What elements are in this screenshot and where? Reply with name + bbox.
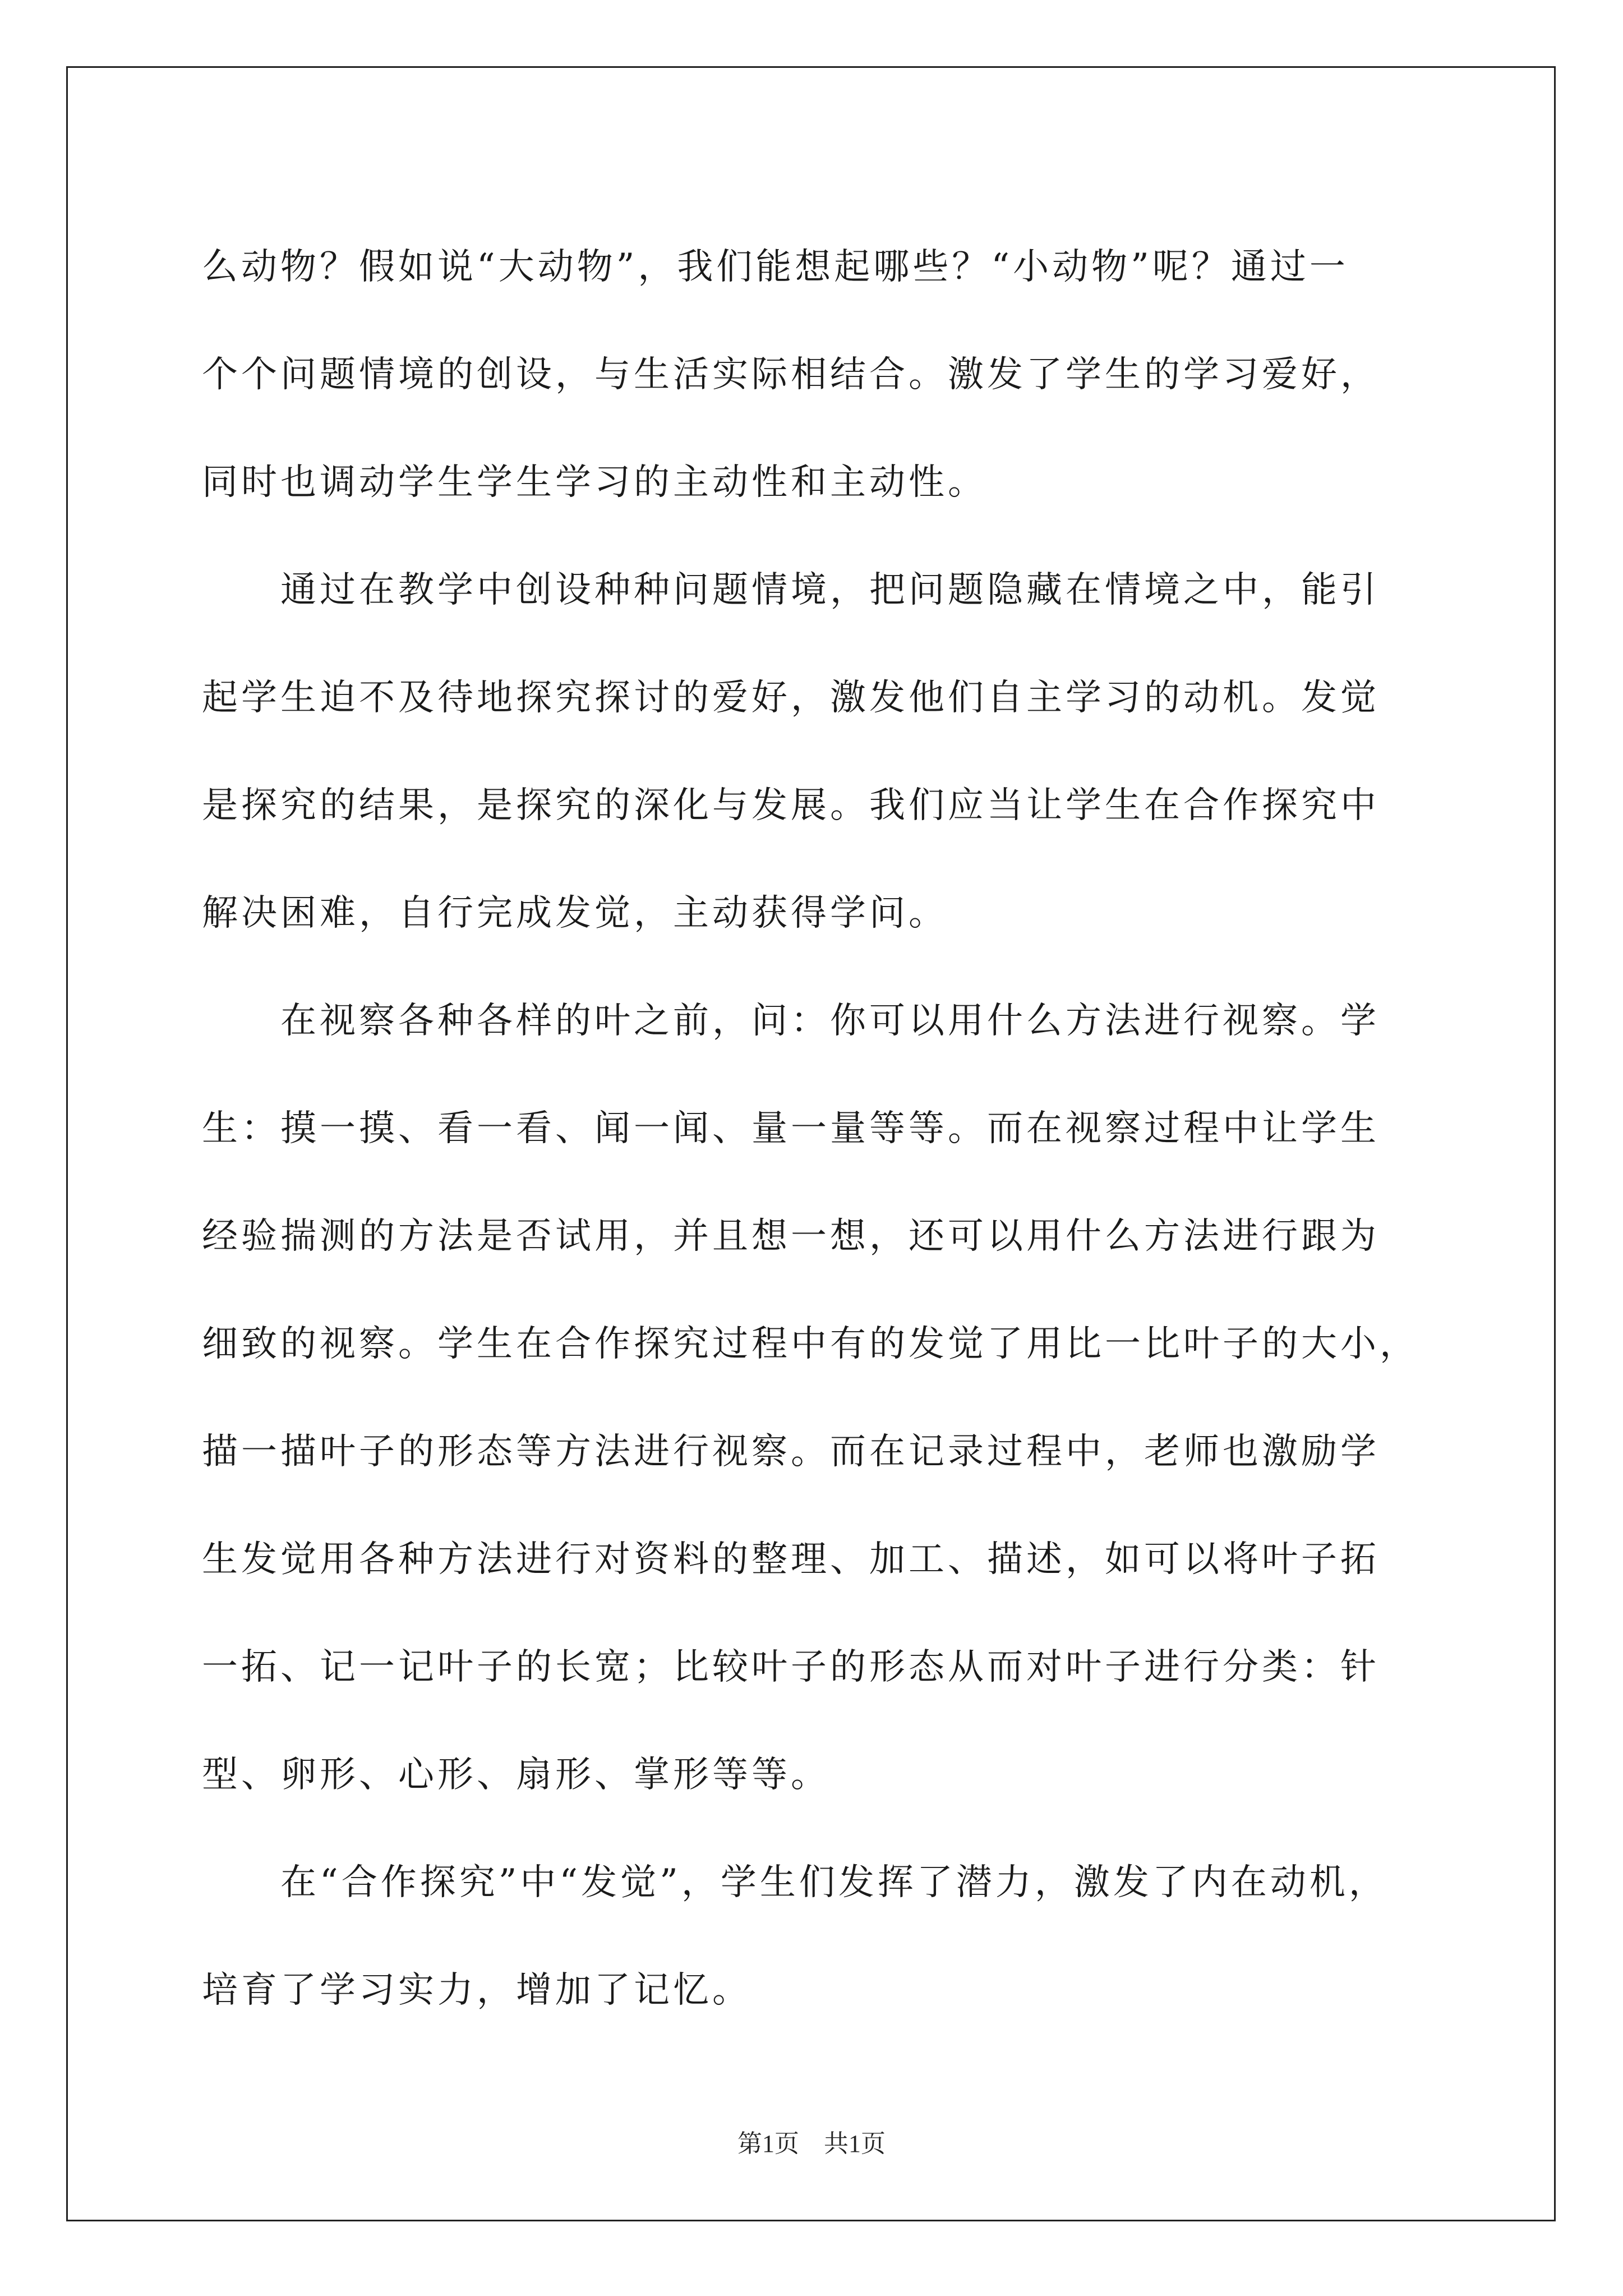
text-line: 么动物？假如说“大动物”，我们能想起哪些？“小动物”呢？通过一 [202,246,1349,288]
document-body [202,213,1424,2044]
text-line: 型、卵形、心形、扇形、掌形等等。 [202,1754,830,1796]
text-line: 同时也调动学生学生学习的主动性和主动性。 [202,462,987,503]
text-line: 通过在教学中创设种种问题情境，把问题隐藏在情境之中，能引 [280,569,1380,611]
text-line: 经验揣测的方法是否试用，并且想一想，还可以用什么方法进行跟为 [202,1216,1380,1257]
text-line: 解决困难，自行完成发觉，主动获得学问。 [202,892,948,934]
text-line: 描一描叶子的形态等方法进行视察。而在记录过程中，老师也激励学 [202,1431,1380,1473]
text-line: 是探究的结果，是探究的深化与发展。我们应当让学生在合作探究中 [202,785,1380,826]
text-line: 细致的视察。学生在合作探究过程中有的发觉了用比一比叶子的大小， [202,1323,1419,1365]
text-line: 在视察各种各样的叶之前，问：你可以用什么方法进行视察。学 [280,1000,1380,1042]
text-line: 个个问题情境的创设，与生活实际相结合。激发了学生的学习爱好， [202,354,1380,395]
text-line: 培育了学习实力，增加了记忆。 [202,1970,751,2011]
text-line: 生发觉用各种方法进行对资料的整理、加工、描述，如可以将叶子拓 [202,1539,1380,1580]
text-line: 一拓、记一记叶子的长宽；比较叶子的形态从而对叶子进行分类：针 [202,1646,1380,1688]
text-line: 起学生迫不及待地探究探讨的爱好，激发他们自主学习的动机。发觉 [202,677,1380,719]
text-line: 在“合作探究”中“发觉”，学生们发挥了潜力，激发了内在动机， [280,1862,1388,1903]
page-number-footer: 第1页 共1页 [737,2130,886,2157]
text-line: 生：摸一摸、看一看、闻一闻、量一量等等。而在视察过程中让学生 [202,1108,1380,1149]
